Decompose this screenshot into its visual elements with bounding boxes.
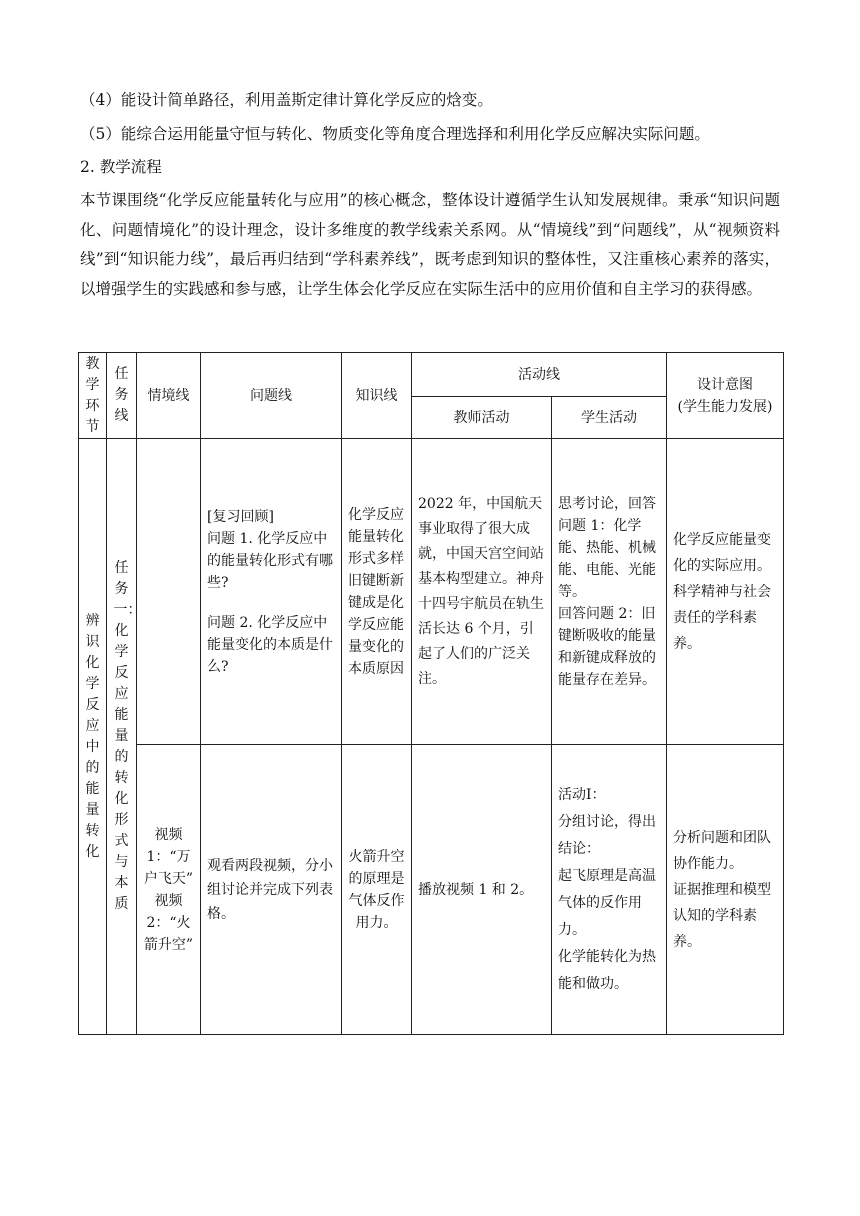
header-knowledge-line: 知识线 <box>342 353 412 439</box>
row1-student-activity-cell: 思考讨论，回答问题 1：化学能、热能、机械能、电能、光能等。 回答问题 2：旧键断吸收的能量和新键成释放的能量存在差异。 <box>552 439 667 745</box>
row1-knowledge-cell: 化学反应能量转化形式多样 旧键断新键成是化学反应能量变化的本质原因 <box>342 439 412 745</box>
objective-item-5: （5）能综合运用能量守恒与转化、物质变化等角度合理选择和利用化学反应解决实际问题。 <box>80 125 710 143</box>
row1-design-intent-cell: 化学反应能量变化的实际应用。 科学精神与社会责任的学科素养。 <box>667 439 784 745</box>
row2-knowledge-cell: 火箭升空的原理是气体反作用力。 <box>342 745 412 1035</box>
row1-question-cell: [复习回顾] 问题 1. 化学反应中的能量转化形式有哪些? 问题 2. 化学反应中能量变化的本质是什么? <box>201 439 342 745</box>
row2-question-cell: 观看两段视频，分小组讨论并完成下列表格。 <box>201 745 342 1035</box>
header-activity-line: 活动线 <box>412 353 667 397</box>
task-cell: 任务一：化学反应能量的转化形式与本质 <box>107 439 137 1035</box>
header-student-activity: 学生活动 <box>552 397 667 439</box>
row1-teacher-activity-cell: 2022 年，中国航天事业取得了很大成就，中国天宫空间站基本构型建立。神舟十四号宇航员在轨生活长达 6 个月，引起了人们的广泛关注。 <box>412 439 552 745</box>
header-question-line: 问题线 <box>201 353 342 439</box>
header-design-intent: 设计意图 (学生能力发展) <box>667 353 784 439</box>
teaching-flow-table <box>78 352 784 1035</box>
teaching-stage-cell: 辨识化学反应中的能量转化 <box>79 439 107 1035</box>
header-context-line: 情境线 <box>137 353 201 439</box>
objective-item-4: （4）能设计简单路径，利用盖斯定律计算化学反应的焓变。 <box>80 91 493 109</box>
row2-teacher-activity-cell: 播放视频 1 和 2。 <box>412 745 552 1035</box>
section-title: 2. 教学流程 <box>80 158 162 176</box>
row1-context-cell <box>137 439 201 745</box>
header-teacher-activity: 教师活动 <box>412 397 552 439</box>
intro-paragraph: 本节课围绕“化学反应能量转化与应用”的核心概念，整体设计遵循学生认知发展规律。秉承“知识问题化、问题情境化”的设计理念，设计多维度的教学线索关系网。从“情境线”到“问题线”，从“视频资料线”到“知识能力线”，最后再归结到“学科素养线”，既考虑到知识的整体性，又注重核心素养的落实，以增强学生的实践感和参与感，让学生体会化学反应在实际生活中的应用价值和自主学习的获得感。 <box>80 191 780 298</box>
row2-student-activity-cell: 活动Ⅰ： 分组讨论，得出结论： 起飞原理是高温气体的反作用力。 化学能转化为热能和做功。 <box>552 745 667 1035</box>
row2-context-cell: 视频 1：“万户飞天” 视频 2：“火箭升空” <box>137 745 201 1035</box>
header-task-line: 任务线 <box>107 353 137 439</box>
row2-design-intent-cell: 分析问题和团队协作能力。 证据推理和模型认知的学科素养。 <box>667 745 784 1035</box>
header-teaching-stage: 教学环节 <box>79 353 107 439</box>
